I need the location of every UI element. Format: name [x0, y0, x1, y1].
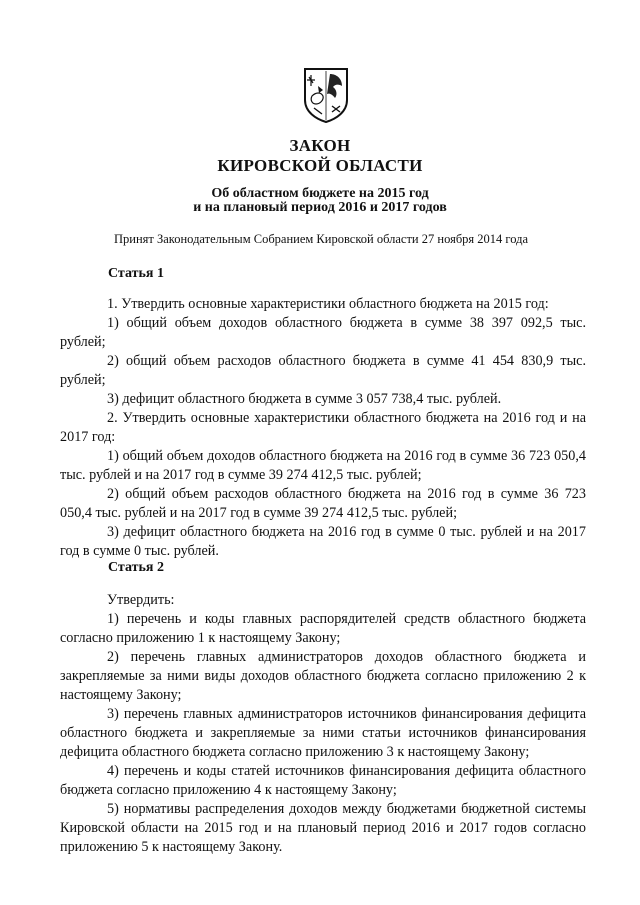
article-2-paragraph: 4) перечень и коды статей источников финансирования дефицита областного бюджета согласно приложению 4 к настоящему Закону;: [60, 763, 586, 798]
article-2-body: [60, 591, 586, 857]
document-subtitle-line1: Об областном бюджете на 2015 год: [211, 186, 429, 201]
adoption-note: Принят Законодательным Собранием Кировской области 27 ноября 2014 года: [114, 232, 529, 246]
article-1-paragraph: 1) общий объем доходов областного бюджета на 2016 год в сумме 36 723 050,4 тыс. рублей и на 2017 год в сумме 39 274 412,5 тыс. рублей;: [60, 448, 586, 483]
article-1-paragraph: 3) дефицит областного бюджета на 2016 год в сумме 0 тыс. рублей и на 2017 год в сумме 0 тыс. рублей.: [60, 524, 586, 559]
article-1-heading: Статья 1: [108, 266, 164, 281]
document-title-line1: ЗАКОН: [289, 136, 351, 155]
document-title-line2: КИРОВСКОЙ ОБЛАСТИ: [217, 156, 423, 175]
article-1-paragraph: 2. Утвердить основные характеристики областного бюджета на 2016 год и на 2017 год:: [60, 410, 586, 445]
article-2-paragraph: 5) нормативы распределения доходов между бюджетами бюджетной системы Кировской области на 2015 год и на плановый период 2016 и 2017 годов согласно приложению 5 к настоящему Закону.: [60, 801, 586, 855]
article-2-paragraph: 1) перечень и коды главных распорядителей средств областного бюджета согласно приложению 1 к настоящему Закону;: [60, 611, 586, 646]
article-1-paragraph: 1) общий объем доходов областного бюджета в сумме 38 397 092,5 тыс. рублей;: [60, 315, 586, 350]
article-1-paragraph: 2) общий объем расходов областного бюджета на 2016 год в сумме 36 723 050,4 тыс. рублей и на 2017 год в сумме 39 274 412,5 тыс. рублей;: [60, 486, 586, 521]
article-1-body: [60, 295, 586, 561]
coat-of-arms-icon: [302, 66, 350, 124]
document-subtitle-line2: и на плановый период 2016 и 2017 годов: [193, 200, 447, 215]
article-2-paragraph: 3) перечень главных администраторов источников финансирования дефицита областного бюджета и закрепляемые за ними статьи источников финансирования дефицита областного бюджета согласно приложению 3 к настоящему Закону;: [60, 706, 586, 760]
article-2-heading: Статья 2: [108, 560, 164, 575]
article-1-paragraph: 1. Утвердить основные характеристики областного бюджета на 2015 год:: [107, 296, 549, 312]
article-2-paragraph: Утвердить:: [107, 592, 175, 608]
article-2-paragraph: 2) перечень главных администраторов доходов областного бюджета и закрепляемые за ними виды доходов областного бюджета согласно приложению 2 к настоящему Закону;: [60, 649, 586, 703]
article-1-paragraph: 3) дефицит областного бюджета в сумме 3 057 738,4 тыс. рублей.: [107, 391, 502, 407]
article-1-paragraph: 2) общий объем расходов областного бюджета в сумме 41 454 830,9 тыс. рублей;: [60, 353, 586, 388]
